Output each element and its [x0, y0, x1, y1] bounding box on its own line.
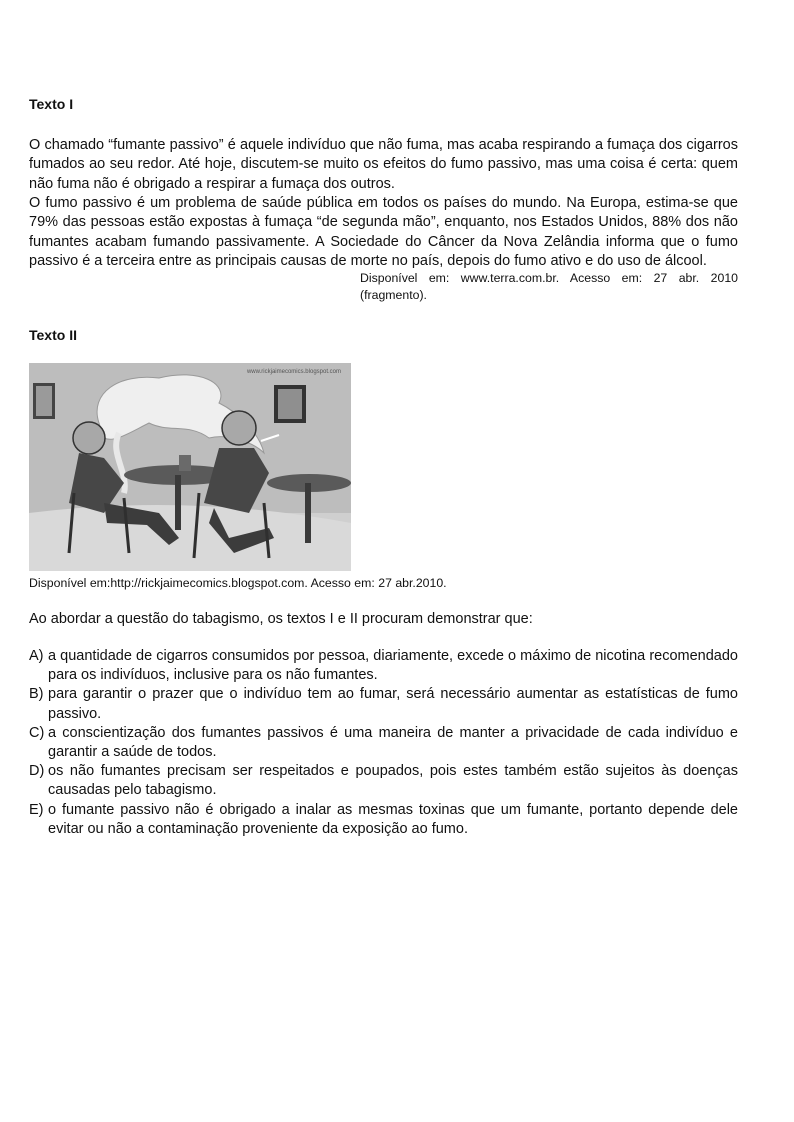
texto1-heading: Texto I	[29, 96, 74, 112]
option-letter: A)	[29, 648, 44, 664]
option-letter: C)	[29, 724, 45, 741]
comic-man-right-head	[222, 411, 256, 445]
comic-man-left-head	[73, 422, 105, 454]
option-letter: E)	[29, 801, 44, 818]
comic-watermark: www.rickjaimecomics.blogspot.com	[246, 369, 341, 375]
texto2-heading: Texto II	[29, 327, 77, 343]
option-b[interactable]	[29, 685, 738, 723]
option-letter: D)	[29, 763, 45, 780]
option-text: o fumante passivo não é obrigado a inalar as mesmas toxinas que um fumante, portanto depende dele evitar ou não a contaminação proveniente da exposição ao fumo.	[48, 801, 738, 837]
option-a[interactable]	[29, 647, 738, 685]
question-stem: Ao abordar a questão do tabagismo, os textos I e II procuram demonstrar que:	[29, 611, 533, 627]
texto2-caption: Disponível em:http://rickjaimecomics.blogspot.com. Acesso em: 27 abr.2010.	[29, 576, 447, 590]
texto1-source: Disponível em: www.terra.com.br. Acesso em: 27 abr. 2010 (fragmento).	[360, 271, 738, 302]
option-c[interactable]	[29, 724, 738, 762]
option-letter: B)	[29, 686, 44, 703]
texto1-paragraph-2: O fumo passivo é um problema de saúde pública em todos os países do mundo. Na Europa, estima-se que 79% das pessoas estão expostas à fumaça “de segunda mão”, enquanto, nos Estados Unidos, 88% dos não fumantes acabam fumando passivamente. A Sociedade do Câncer da Nova Zelândia informa que o fumo passivo é a terceira entre as principais causas de morte no país, depois do fumo ativo e do uso de álcool.	[29, 195, 738, 270]
answer-options	[29, 647, 738, 839]
texto1-paragraph-1: O chamado “fumante passivo” é aquele indivíduo que não fuma, mas acaba respirando a fumaça dos cigarros fumados ao seu redor. Até hoje, discutem-se muito os efeitos do fumo passivo, mas uma coisa é certa: quem não fuma não é obrigado a respirar a fumaça dos outros.	[29, 137, 738, 192]
option-text: a conscientização dos fumantes passivos é uma maneira de manter a privacidade de cada indivíduo e garantir a saúde de todos.	[48, 724, 738, 761]
option-text: os não fumantes precisam ser respeitados e poupados, pois estes também estão sujeitos às doenças causadas pelo tabagismo.	[48, 763, 738, 799]
option-text: a quantidade de cigarros consumidos por pessoa, diariamente, excede o máximo de nicotina recomendado para os indivíduos, inclusive para os não fumantes.	[48, 648, 738, 684]
option-d[interactable]	[29, 762, 738, 800]
option-e[interactable]	[29, 801, 738, 839]
comic-illustration	[29, 363, 351, 571]
option-text: para garantir o prazer que o indivíduo tem ao fumar, será necessário aumentar as estatísticas de fumo passivo.	[48, 686, 738, 722]
comic-napkin-holder	[179, 455, 191, 471]
